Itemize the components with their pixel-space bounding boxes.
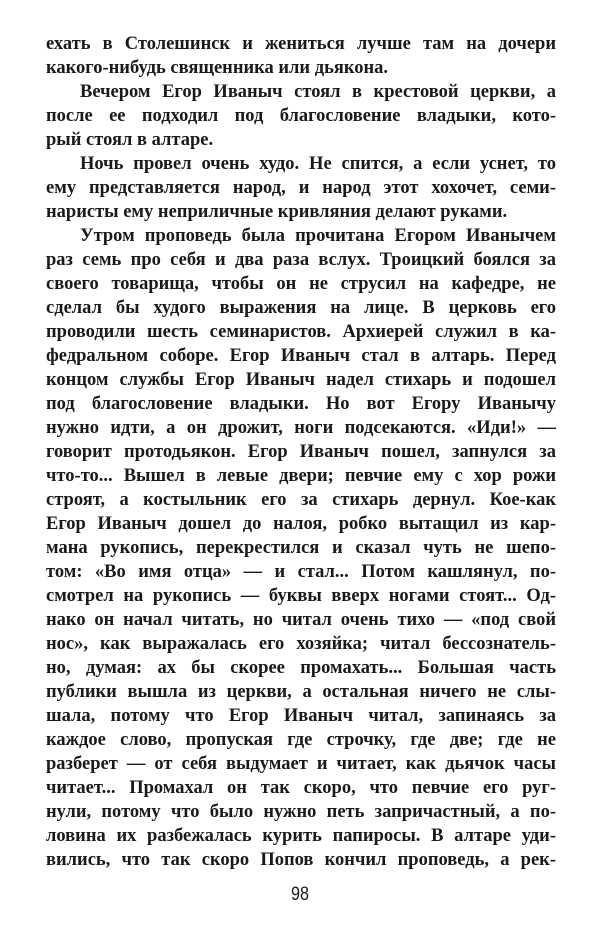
text-line: раз семь про себя и два раза вслух. Троицкий боялся за: [46, 250, 556, 270]
text-line: после ее подходил под благословение владыки, кото-: [46, 106, 556, 126]
text-line: Ночь провел очень худо. Не спится, а если уснет, то: [80, 154, 556, 174]
paragraph: [46, 152, 556, 224]
text-line: шала, потому что Егор Иваныч читал, запинаясь за: [46, 706, 556, 726]
text-line: публики вышла из церкви, а остальная ничего не слы-: [46, 682, 556, 702]
text-line: нули, потому что было нужно петь запричастный, а по-: [46, 802, 556, 822]
text-line: федральном соборе. Егор Иваныч стал в алтарь. Перед: [46, 346, 556, 366]
text-line: под благословение владыки. Но вот Егору Иванычу: [46, 394, 556, 414]
text-line: разберет — от себя выдумает и читает, как дьячок часы: [46, 754, 556, 774]
text-line: вились, что так скоро Попов кончил проповедь, а рек-: [46, 850, 556, 870]
text-line: наристы ему неприличные кривляния делают руками.: [46, 202, 508, 222]
text-line: нако он начал читать, но читал очень тихо — «под свой: [46, 610, 556, 630]
text-line: концом службы Егор Иваныч надел стихарь и подошел: [46, 370, 556, 390]
text-line: Вечером Егор Иваныч стоял в крестовой церкви, а: [80, 82, 556, 102]
text-line: строят, а костыльник его за стихарь дернул. Кое-как: [46, 490, 556, 510]
text-line: ловина их разбежалась курить папиросы. В алтаре уди-: [46, 826, 556, 846]
text-line: что-то... Вышел в левые двери; певчие ему с хор рожи: [46, 466, 556, 486]
text-line: читает... Промахал он так скоро, что певчие его руг-: [46, 778, 556, 798]
text-line: проводили шесть семинаристов. Архиерей служил в ка-: [46, 322, 556, 342]
text-line: мана рукопись, перекрестился и сказал чуть не шепо-: [46, 538, 556, 558]
text-line: том: «Во имя отца» — и стал... Потом кашлянул, по-: [46, 562, 556, 582]
page-text: [46, 32, 556, 872]
text-line: говорит протодьякон. Егор Иваныч пошел, запнулся за: [46, 442, 556, 462]
text-line: ему представляется народ, и народ этот хохочет, семи-: [46, 178, 556, 198]
text-line: Егор Иваныч дошел до налоя, робко вытащил из кар-: [46, 514, 556, 534]
text-line: ехать в Столешинск и жениться лучше там на дочери: [46, 34, 556, 54]
text-line: но, думая: ах бы скорее промахать... Большая часть: [46, 658, 556, 678]
text-line: рый стоял в алтаре.: [46, 130, 214, 150]
paragraph: [46, 80, 556, 152]
text-line: нужно идти, а он дрожит, ноги подсекаются. «Иди!» —: [46, 418, 556, 438]
text-line: какого-нибудь священника или дьякона.: [46, 58, 389, 78]
text-line: своего товарища, чтобы он не струсил на кафедре, не: [46, 274, 556, 294]
text-line: каждое слово, пропуская где строчку, где две; где не: [46, 730, 556, 750]
page-number: 98: [291, 884, 309, 905]
text-line: нос», как выражалась его хозяйка; читал бессознатель-: [46, 634, 556, 654]
text-line: сделал бы худого выражения на лице. В церковь его: [46, 298, 556, 318]
paragraph: [46, 32, 556, 80]
paragraph: [46, 224, 556, 872]
text-line: Утром проповедь была прочитана Егором Иванычем: [80, 226, 556, 246]
text-line: смотрел на рукопись — буквы вверх ногами стоят... Од-: [46, 586, 556, 606]
